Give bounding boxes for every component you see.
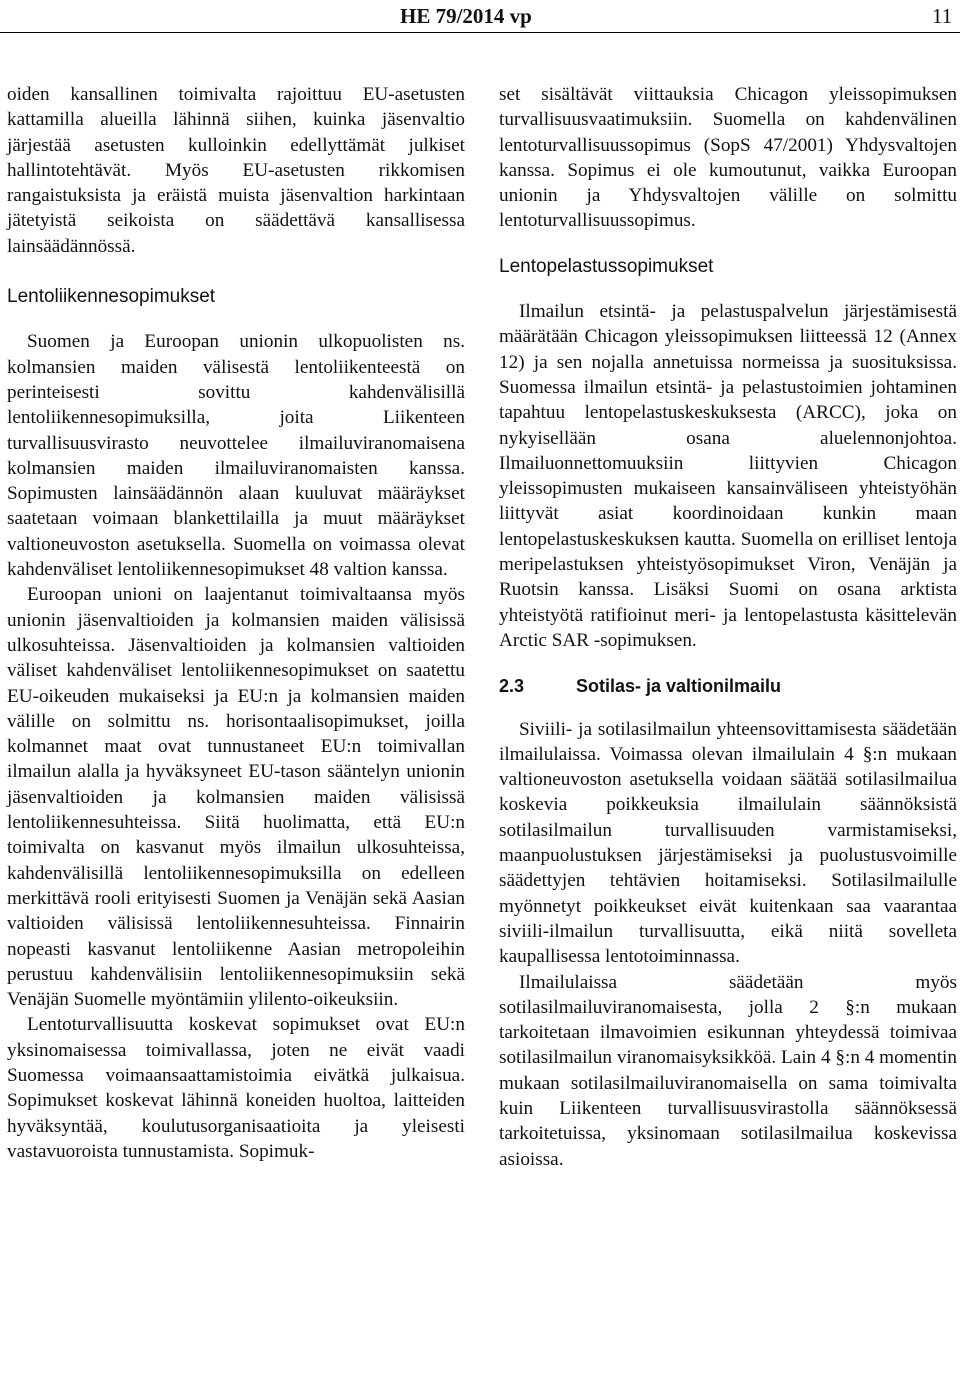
paragraph: Siviili- ja sotilasilmailun yhteensovittamisesta säädetään ilmailulaissa. Voimassa olevan ilmailulain 4 §:n mukaan valtioneuvoston asetuksella voidaan säätää sotilasilmailua koskevia poikkeuksia ilmailulain säännöksistä sotilasilmailun turvallisuuden varmistamiseksi, maanpuolustuksen järjestämiseksi ja puolustusvoimille säädettyjen tehtävien hoitamiseksi. Sotilasilmailulle myönnetyt poikkeukset eivät kuitenkaan saa vaarantaa siviili-ilmailun turvallisuutta, eikä niitä sovelleta kaupallisessa lentotoiminnassa. (499, 718, 957, 968)
paragraph: oiden kansallinen toimivalta rajoittuu EU-asetusten kattamilla alueilla lähinnä siihen, kuinka jäsenvaltio järjestää asetusten kulloinkin edellyttämät julkiset hallintotehtävät. Myös EU-asetusten rikkomisen rangaistuksista ja eräistä muista jäsenvaltion harkintaan jätetyistä seikoista on säädettävä kansallisessa lainsäädännössä. (7, 84, 465, 257)
right-column (499, 82, 957, 1172)
section-heading (499, 674, 957, 699)
paragraph: Euroopan unioni on laajentanut toimivaltaansa myös unionin jäsenvaltioiden ja kolmansien maiden välisissä ulkosuhteissa. Jäsenvaltioiden ja kolmansien valtioiden väliset kahdenväliset lentoliikennesopimukset on saatettu EU-oikeuden mukaiseksi ja EU:n ja kolmansien maiden välille on solmittu ns. horisontaalisopimukset, joilla kolmannet maat ovat tunnustaneet EU:n toimivallan ilmailun alalla ja hyväksyneet EU-tason sääntelyn unionin jäsenvaltioiden ja kolmansien maiden välisissä lentoliikennesuhteissa. Siitä huolimatta, että EU:n toimivalta on kasvanut myös ilmailun ulkosuhteissa, kahdenvälisillä lentoliikennesopimuksilla on edelleen merkittävä rooli erityisesti Suomen ja Venäjän sekä Aasian valtioiden välisissä lentoliikennesuhteissa. Finnairin nopeasti kasvanut lentoliikenne Aasian metropoleihin perustuu kahdenvälisiin lentoliikennesopimuksiin sekä Venäjän Suomelle myöntämiin ylilento-oikeuksiin. (7, 584, 465, 1011)
header-rule (0, 32, 960, 33)
paragraph: set sisältävät viittauksia Chicagon yleissopimuksen turvallisuusvaatimuksiin. Suomella on kahdenvälinen lentoturvallisuussopimus (SopS 47/2001) Yhdysvaltojen kanssa. Sopimus ei ole kumoutunut, vaikka Euroopan unionin ja Yhdysvaltojen välille on solmittu lentoturvallisuussopimus. (499, 84, 957, 232)
paragraph: Ilmailulaissa säädetään myös sotilasilmailuviranomaisesta, jolla 2 §:n mukaan tarkoitetaan ilmavoimien esikunnan yhteydessä toimivaa sotilasilmailun viranomaisyksikköä. Lain 4 §:n 4 momentin mukaan sotilasilmailuviranomaisella on sama toimivalta kuin Liikenteen turvallisuusvirastolla säännöksessä tarkoitetuissa, yksinomaan sotilasilmailua koskevissa asioissa. (499, 971, 957, 1170)
paragraph: Ilmailun etsintä- ja pelastuspalvelun järjestämisestä määrätään Chicagon yleissopimuksen liitteessä 12 (Annex 12) ja sen nojalla annetuissa normeissa ja suosituksissa. Suomessa ilmailun etsintä- ja pelastustoimien johtaminen tapahtuu lentopelastuskeskuksesta (ARCC), joka on nykyisellään osana aluelennonjohtoa. Ilmailuonnettomuuksiin liittyvien Chicagon yleissopimusten mukaiseen kansainväliseen yhteistyöhän liittyvät asiat koordinoidaan kunkin maan lentopelastuskeskuksen kautta. Suomella on erilliset lentoja meripelastuksen yhteistyösopimukset Viron, Venäjän ja Ruotsin kanssa. Lisäksi Suomi on osana arktista yhteistyötä ratifioinut meri- ja lentopelastusta käsittelevän Arctic SAR -sopimuksen. (499, 301, 957, 651)
paragraph: Suomen ja Euroopan unionin ulkopuolisten ns. kolmansien maiden välisestä lentoliikenteestä on perinteisesti sovittu kahdenvälisillä lentoliikennesopimuksilla, joita Liikenteen turvallisuusvirasto neuvottelee ilmailuviranomaisena kolmansien maiden ilmailuviranomaisten kanssa. Sopimusten lainsäädännön alaan kuuluvat määräykset saatetaan voimaan blankettilailla ja muut määräykset valtioneuvoston asetuksella. Suomella on voimassa olevat kahdenväliset lentoliikennesopimukset 48 valtion kanssa. (7, 331, 465, 581)
page-header (0, 0, 960, 32)
heading-lentopelastussopimukset: Lentopelastussopimukset (499, 255, 714, 277)
section-title: Sotilas- ja valtionilmailu (576, 676, 782, 697)
document-title: HE 79/2014 vp (400, 4, 532, 28)
left-column (7, 82, 465, 1164)
page-number: 11 (932, 4, 953, 28)
paragraph: Lentoturvallisuutta koskevat sopimukset ovat EU:n yksinomaisessa toimivallassa, joten ne eivät vaadi Suomessa voimaansaattamistoimia eivätkä julkaisua. Sopimukset koskevat lähinnä koneiden huoltoa, laitteiden hyväksyntää, koulutusorganisaatioita ja yleisesti vastavuoroista tunnustamista. Sopimuk- (7, 1014, 465, 1162)
heading-lentoliikennesopimukset: Lentoliikennesopimukset (7, 286, 216, 308)
section-number: 2.3 (499, 676, 525, 697)
